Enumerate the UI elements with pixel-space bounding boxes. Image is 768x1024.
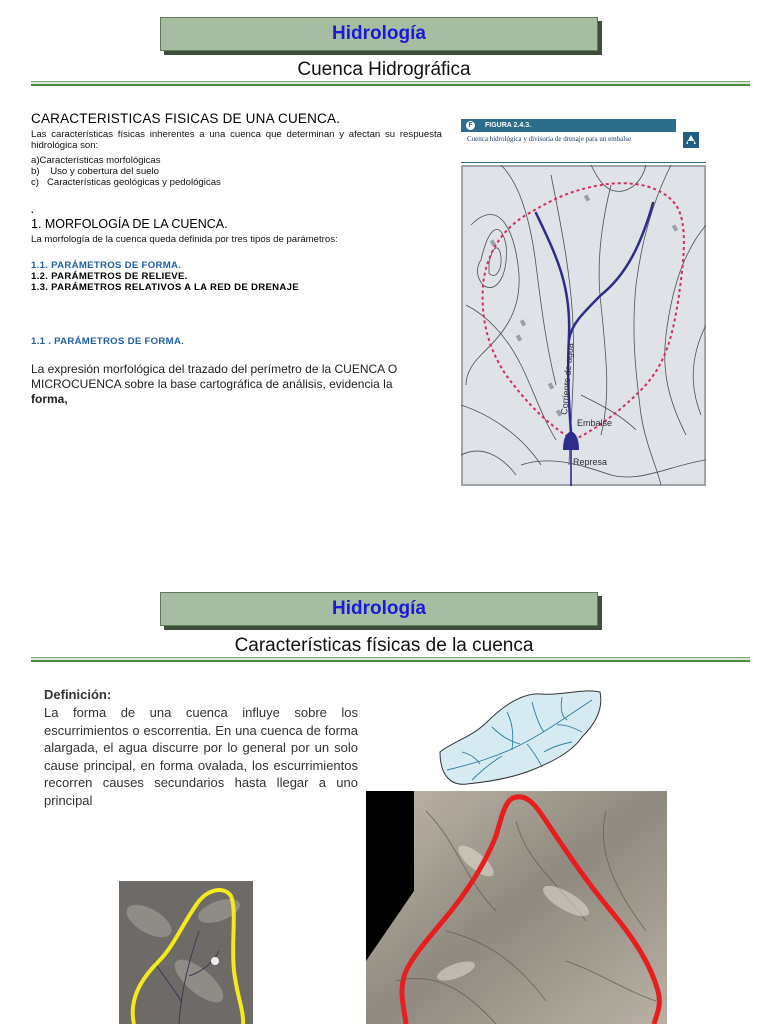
figure-tag: F FIGURA 2.4.3.: [461, 119, 676, 132]
slide-1-divider: [31, 81, 750, 86]
figure-caption: Cuenca hidrológica y divisoria de drenaje para un embalse: [467, 135, 632, 143]
satellite-basin-red-outline: [366, 791, 667, 1024]
figure-header: [461, 119, 706, 163]
reservoir-label: Embalse: [577, 418, 613, 428]
morphology-text: La morfología de la cuenca queda definida por tres tipos de parámetros:: [31, 234, 338, 245]
section-intro: Las características físicas inherentes a una cuenca que determinan y afectan su respuesta hidrológica son:: [31, 129, 442, 151]
figure-letter-icon: F: [466, 121, 475, 130]
section-title: CARACTERISTICAS FISICAS DE UNA CUENCA.: [31, 111, 341, 126]
param-item-drainage: 1.3. PARÁMETROS RELATIVOS A LA RED DE DRENAJE: [31, 282, 299, 293]
book-logo-icon: [682, 131, 700, 149]
param-item-relief: 1.2. PARÁMETROS DE RELIEVE.: [31, 271, 188, 282]
parameters-list: [31, 260, 299, 293]
list-item: c) Características geológicas y pedológicas: [31, 177, 221, 188]
lone-dot: .: [31, 205, 34, 216]
definition-text: La forma de una cuenca influye sobre los escurrimientos o escorrentia. En una cuenca de forma alargada, el agua discurre por lo general por un solo cause principal, en forma ovalada, los escurrimientos recorren causes secundarios hasta llegar a uno principal: [44, 705, 358, 808]
stream-label: Corriente de agua: [559, 342, 576, 416]
morphology-title: 1. MORFOLOGÍA DE LA CUENCA.: [31, 217, 228, 231]
param-item-form: 1.1. PARÁMETROS DE FORMA.: [31, 260, 182, 271]
slide-2-divider: [31, 657, 750, 662]
list-item: b) Uso y cobertura del suelo: [31, 166, 159, 177]
satellite-basin-yellow-outline: [119, 881, 253, 1024]
slide-2-header: [160, 592, 598, 626]
river-network-map: [432, 682, 610, 792]
form-text-bold: forma,: [31, 392, 68, 406]
slide-1-header: [160, 17, 598, 51]
form-text: La expresión morfológica del trazado del perímetro de la CUENCA O MICROCUENCA sobre la base cartográfica de análisis, evidencia la forma,: [31, 362, 398, 406]
watershed-topographic-map: [461, 165, 706, 486]
dam-label: Represa: [573, 457, 608, 467]
characteristics-list: [31, 155, 442, 188]
form-param-heading: 1.1 . PARÁMETROS DE FORMA.: [31, 336, 185, 347]
slide-1-subtitle: Cuenca Hidrográfica: [297, 59, 471, 80]
slide-2: [0, 576, 768, 1024]
slide-2-subtitle: Características físicas de la cuenca: [234, 635, 534, 656]
slide-2-header-text: Hidrología: [332, 598, 426, 619]
definition-title: Definición:: [44, 687, 112, 702]
slide-1-header-text: Hidrología: [332, 23, 426, 44]
list-item: a)Características morfológicas: [31, 155, 161, 166]
